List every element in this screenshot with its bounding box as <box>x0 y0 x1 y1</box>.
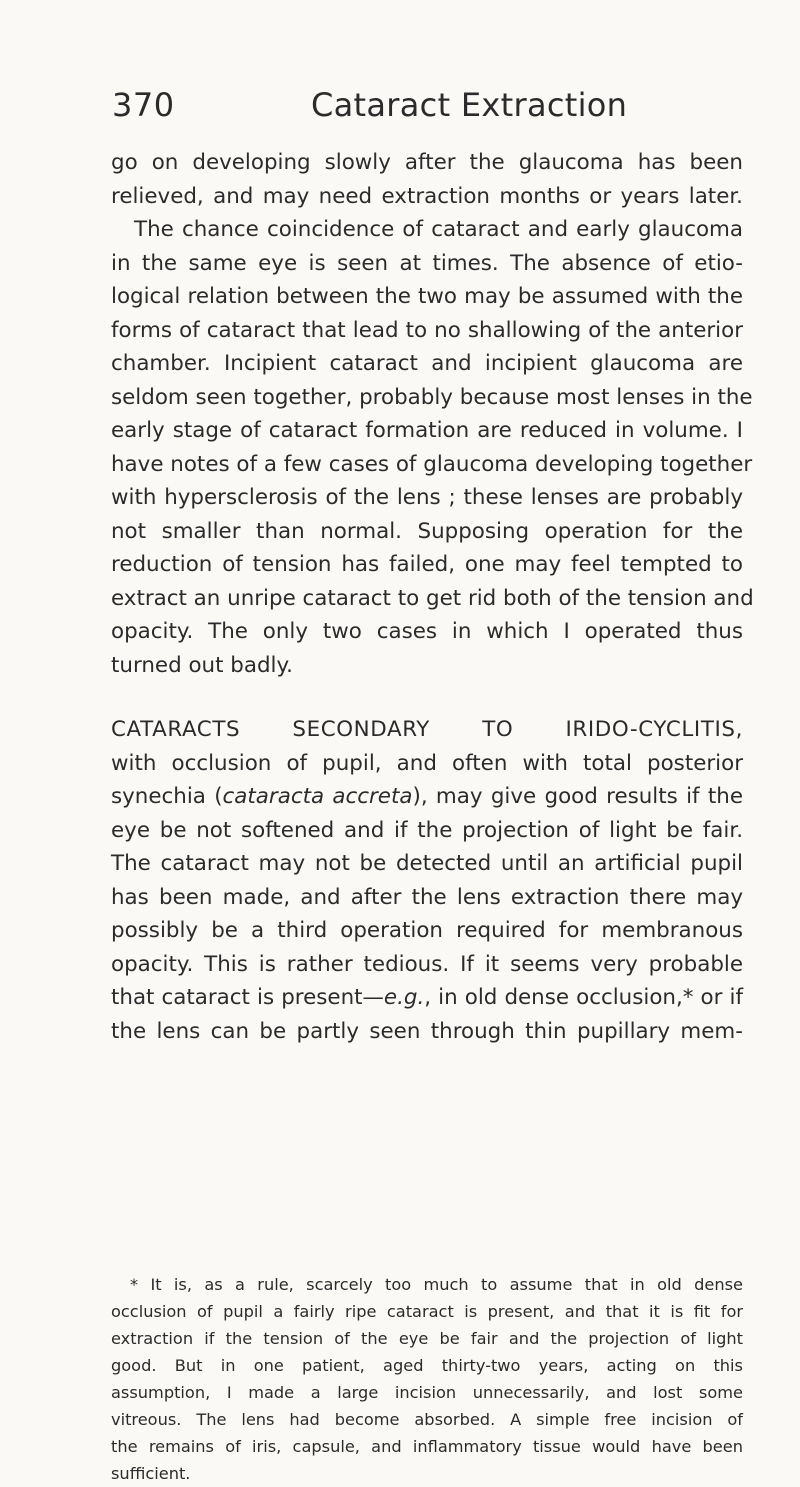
text-line: The cataract may not be detected until an artificial pupil <box>111 851 743 876</box>
footnote-line: vitreous. The lens had become absorbed. A simple free incision of <box>111 1410 743 1429</box>
footnote-line: good. But in one patient, aged thirty-two years, acting on this <box>111 1356 743 1375</box>
text-line: extract an unripe cataract to get rid both of the tension and <box>111 585 754 611</box>
text-line: go on developing slowly after the glaucoma has been <box>111 150 743 175</box>
page-number: 370 <box>112 86 175 124</box>
text-line: seldom seen together, probably because most lenses in the <box>111 384 753 410</box>
paragraph-glaucoma <box>111 146 754 682</box>
italic-term: cataracta accreta <box>222 784 413 809</box>
text-line: has been made, and after the lens extraction there may <box>111 884 743 910</box>
text-line: chamber. Incipient cataract and incipient glaucoma are <box>111 351 743 376</box>
text-line: The chance coincidence of cataract and early glaucoma <box>134 217 743 242</box>
text-line: logical relation between the two may be assumed with the <box>111 284 743 309</box>
footnote <box>111 1271 743 1487</box>
text-line: not smaller than normal. Supposing operation for the <box>111 518 743 544</box>
text-line: turned out badly. <box>111 652 293 678</box>
text-line: have notes of a few cases of glaucoma developing together <box>111 451 753 477</box>
text-line: reduction of tension has failed, one may feel tempted to <box>111 552 743 577</box>
page-header <box>112 86 732 136</box>
text-line: eye be not softened and if the projection of light be fair. <box>111 817 743 843</box>
footnote-line: * It is, as a rule, scarcely too much to assume that in old dense <box>130 1275 743 1294</box>
text-line: opacity. This is rather tedious. If it seems very probable <box>111 951 743 977</box>
running-title: Cataract Extraction <box>311 86 628 124</box>
text-line: that cataract is present—e.g., in old dense occlusion,* or if <box>111 985 744 1010</box>
footnote-line: assumption, I made a large incision unnecessarily, and lost some <box>111 1383 743 1402</box>
text-line: early stage of cataract formation are reduced in volume. I <box>111 418 743 443</box>
text-line: in the same eye is seen at times. The absence of etio- <box>111 250 743 276</box>
text-line: the lens can be partly seen through thin pupillary mem- <box>111 1018 743 1044</box>
section-heading: CATARACTS SECONDARY TO IRIDO-CYCLITIS, <box>111 717 743 742</box>
footnote-line: extraction if the tension of the eye be fair and the projection of light <box>111 1329 743 1348</box>
text-line: relieved, and may need extraction months or years later. <box>111 183 743 209</box>
text-line: forms of cataract that lead to no shallowing of the anterior <box>111 317 743 343</box>
paragraph-irido-cyclitis <box>111 713 743 1048</box>
footnote-line: the remains of iris, capsule, and inflammatory tissue would have been <box>111 1437 743 1456</box>
text-line: with hypersclerosis of the lens ; these lenses are probably <box>111 485 743 510</box>
text-line: with occlusion of pupil, and often with total posterior <box>111 750 743 776</box>
footnote-line: sufficient. <box>111 1464 191 1483</box>
text-line: possibly be a third operation required for membranous <box>111 918 743 943</box>
footnote-line: occlusion of pupil a fairly ripe cataract is present, and that it is fit for <box>111 1302 743 1321</box>
text-line: synechia (cataracta accreta), may give good results if the <box>111 784 743 809</box>
italic-abbreviation: e.g. <box>383 985 425 1010</box>
text-line: opacity. The only two cases in which I operated thus <box>111 619 743 644</box>
